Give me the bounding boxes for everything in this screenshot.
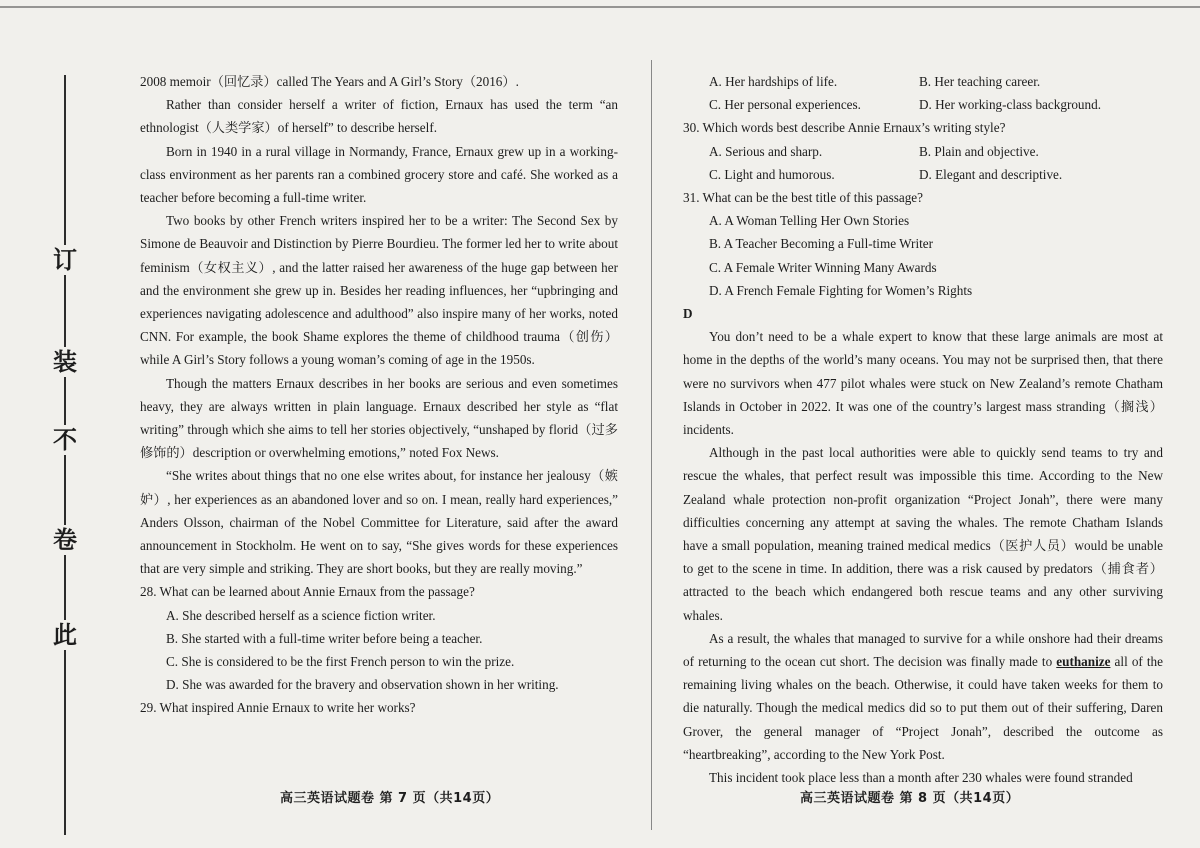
left-paragraph-1: 2008 memoir（回忆录）called The Years and A Girl’s Story（2016）. <box>140 74 519 89</box>
column-divider <box>651 60 652 830</box>
binding-char-bu: 不 <box>40 425 90 455</box>
q29-option-c: C. Her personal experiences. <box>709 97 861 113</box>
q28-option-a: A. She described herself as a science fiction writer. <box>166 607 436 623</box>
highlighted-word: euthanize <box>1056 654 1111 670</box>
q31-option-d: D. A French Female Fighting for Women’s Rights <box>709 282 973 298</box>
q29-option-d: D. Her working-class background. <box>919 97 1102 113</box>
binding-line <box>64 75 66 835</box>
q29-option-a: A. Her hardships of life. <box>709 74 838 89</box>
q30-option-d: D. Elegant and descriptive. <box>919 166 1063 182</box>
right-paragraph-3 <box>683 627 1163 766</box>
right-column <box>683 70 1163 789</box>
q30-option-c: C. Light and humorous. <box>709 166 835 182</box>
right-paragraph-1: You don’t need to be a whale expert to know that these large animals are most at home in the depths of the world’s many oceans. You may not be surprised then, that there were no survivors when 477 pilot whales were stuck on New Zealand’s remote Chatham Islands in October in 2022. It was one of the country’s largest mass stranding（搁浅）incidents. <box>683 329 1163 438</box>
binding-char-zhuang: 装 <box>40 347 90 377</box>
q31-option-b: B. A Teacher Becoming a Full-time Writer <box>709 236 934 252</box>
left-paragraph-2: Rather than consider herself a writer of fiction, Ernaux has used the term “an ethnologist（人类学家）of herself” to describe herself. <box>140 97 618 136</box>
question-31: 31. What can be the best title of this passage? <box>683 190 923 206</box>
left-paragraph-5: Though the matters Ernaux describes in her books are serious and even sometimes heavy, they are always written in plain language. Ernaux described her style as “flat writing” through which she aims to tell her stories objectively, “unshaped by florid（过多修饰的）description or overwhelming emotions,” noted Fox News. <box>140 375 618 461</box>
question-28: 28. What can be learned about Annie Ernaux from the passage? <box>140 584 475 600</box>
left-column <box>140 70 618 720</box>
page-footer-left: 高三英语试题卷 第 7 页（共14页） <box>280 791 500 806</box>
binding-char-ding: 订 <box>40 245 90 275</box>
q30-options <box>683 140 1163 186</box>
q31-option-c: C. A Female Writer Winning Many Awards <box>709 259 937 275</box>
q29-options <box>683 70 1163 116</box>
q28-option-b: B. She started with a full-time writer before being a teacher. <box>166 630 483 646</box>
left-paragraph-3: Born in 1940 in a rural village in Normandy, France, Ernaux grew up in a working-class environment as her parents ran a combined grocery store and café. She worked as a teacher before becoming a full-time writer. <box>140 143 618 206</box>
top-border-line <box>0 6 1200 8</box>
binding-char-ci: 此 <box>40 620 90 650</box>
question-30: 30. Which words best describe Annie Ernaux’s writing style? <box>683 120 1006 136</box>
q31-option-a: A. A Woman Telling Her Own Stories <box>709 213 910 229</box>
question-29: 29. What inspired Annie Ernaux to write her works? <box>140 700 416 716</box>
right-paragraph-2: Although in the past local authorities were able to quickly send teams to try and rescue the whales, that perfect result was impossible this time. According to the New Zealand whale protection non-profit organization “Project Jonah”, there were many difficulties concerning any attempt at saving the whales. The remote Chatham Islands have a small population, meaning trained medical medics（医护人员）would be unable to get to the scene in time. In addition, there was a risk caused by predators（捕食者）attracted to the beach which endangered both rescue teams and any other surviving whales. <box>683 445 1163 623</box>
q28-option-d: D. She was awarded for the bravery and observation shown in her writing. <box>166 677 559 693</box>
para3-text-before: As a result, the whales that managed to survive for a while onshore had their dreams of returning to the ocean cut short. The decision was finally made to <box>683 630 1163 670</box>
para3-text-after: all of the remaining living whales on the beach. Otherwise, it could have taken weeks for them to die naturally. Though the medical medics did so to put them out of their suffering, Daren Grover, the general manager of “Project Jonah”, described the outcome as “heartbreaking”, according to the New York Post. <box>683 654 1163 762</box>
q30-option-a: A. Serious and sharp. <box>709 143 823 159</box>
q29-option-b: B. Her teaching career. <box>919 74 1041 89</box>
left-paragraph-6: “She writes about things that no one else writes about, for instance her jealousy（嫉妒）, her experiences as an abandoned lover and so on. I mean, really hard experiences,” Anders Olsson, chairman of the Nobel Committee for Literature, said after the award announcement in Stockholm. He went on to say, “She gives words for these experiences that are very simple and striking. They are short books, but they are really moving.” <box>140 468 618 577</box>
right-paragraph-4: This incident took place less than a month after 230 whales were found stranded <box>709 770 1133 786</box>
page-footer-right: 高三英语试题卷 第 8 页（共14页） <box>800 791 1020 806</box>
section-heading: D <box>683 306 693 322</box>
left-paragraph-4: Two books by other French writers inspired her to be a writer: The Second Sex by Simone de Beauvoir and Distinction by Pierre Bourdieu. The former led her to write about feminism（女权主义）, and the latter raised her awareness of the huge gap between her and the environment she grew up in. Besides her reading influences, her “upbringing and experiences navigating adolescence and adulthood” also inspire many of her works, noted CNN. For example, the book Shame explores the theme of childhood trauma（创伤）while A Girl’s Story follows a young woman’s coming of age in the 1950s. <box>140 213 618 368</box>
binding-strip <box>40 75 90 835</box>
q28-option-c: C. She is considered to be the first French person to win the prize. <box>166 654 515 670</box>
binding-char-juan: 卷 <box>40 525 90 555</box>
q30-option-b: B. Plain and objective. <box>919 143 1039 159</box>
